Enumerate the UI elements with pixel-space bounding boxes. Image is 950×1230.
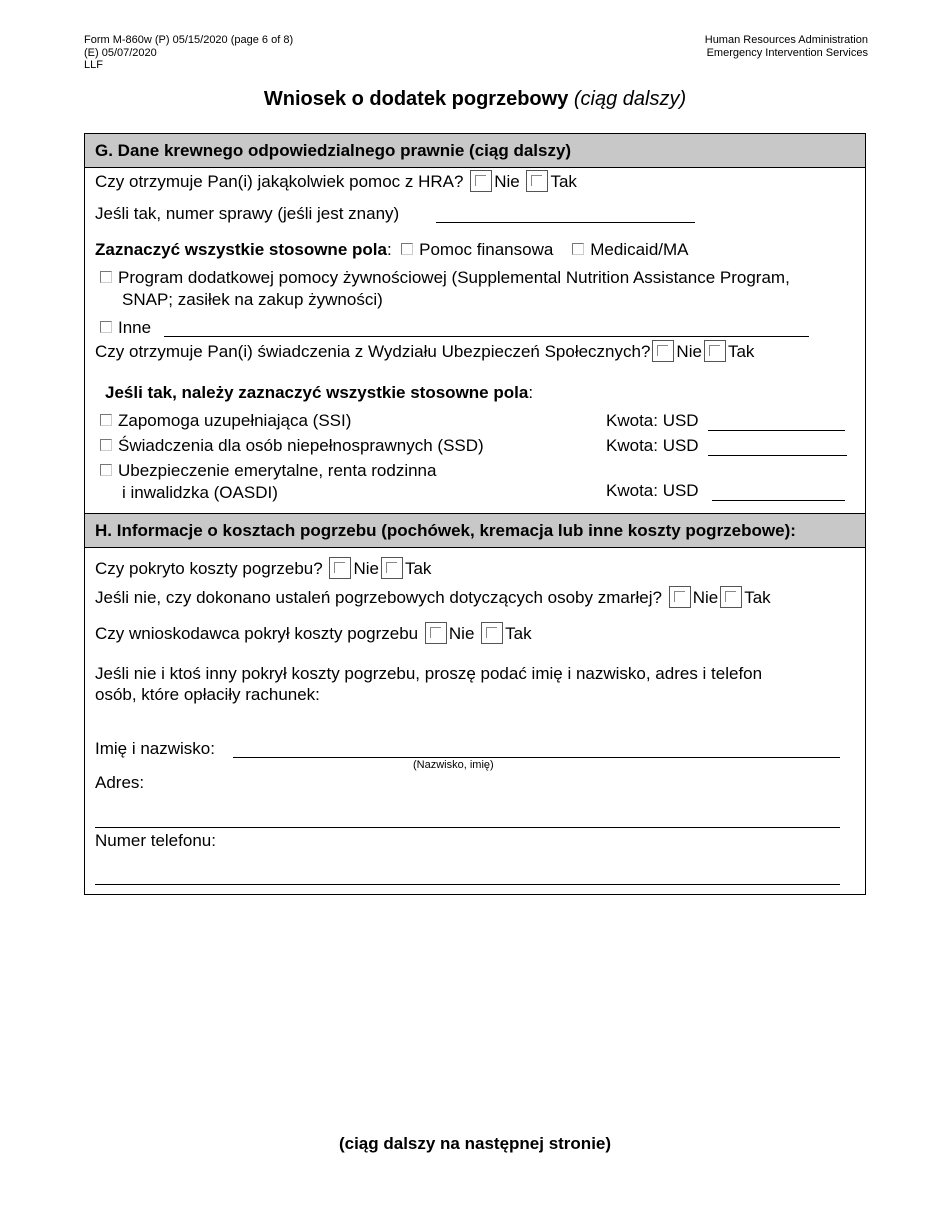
payer-name-field[interactable]	[233, 757, 840, 758]
funeral-covered-no-label: Nie	[353, 559, 379, 578]
payer-phone-label: Numer telefonu:	[95, 831, 216, 850]
ssa-no-checkbox[interactable]	[652, 340, 674, 362]
ssd-row	[100, 436, 484, 456]
ssa-yes-checkbox[interactable]	[704, 340, 726, 362]
ssa-yes-label: Tak	[727, 342, 755, 361]
agency-division: Emergency Intervention Services	[706, 46, 868, 59]
applicant-paid-yes-label: Tak	[505, 624, 532, 643]
section-h-heading: H. Informacje o kosztach pogrzebu (pochówek, kremacja lub inne koszty pogrzebowe):	[84, 513, 866, 548]
other-row	[100, 318, 151, 338]
colon: :	[528, 383, 534, 402]
financial-assistance-checkbox[interactable]	[401, 243, 413, 255]
payer-instructions-line2: osób, które opłaciły rachunek:	[95, 685, 320, 704]
page-title-main: Wniosek o dodatek pogrzebowy	[263, 88, 569, 110]
continued-footer: (ciąg dalszy na następnej stronie)	[338, 1134, 612, 1153]
ssd-checkbox[interactable]	[100, 439, 112, 451]
ssa-question: Czy otrzymuje Pan(i) świadczenia z Wydziału Ubezpieczeń Społecznych?	[95, 342, 651, 361]
funeral-covered-row	[95, 557, 431, 579]
funeral-covered-question: Czy pokryto koszty pogrzebu?	[95, 559, 323, 578]
applicant-paid-yes-checkbox[interactable]	[481, 622, 503, 644]
ssi-label: Zapomoga uzupełniająca (SSI)	[118, 411, 352, 430]
colon: :	[386, 240, 392, 259]
payer-instructions-line1: Jeśli nie i ktoś inny pokrył koszty pogrzebu, proszę podać imię i nazwisko, adres i telefon	[95, 664, 763, 683]
funeral-covered-no-checkbox[interactable]	[329, 557, 351, 579]
medicaid-checkbox[interactable]	[572, 243, 584, 255]
payer-name-hint: (Nazwisko, imię)	[413, 759, 494, 771]
snap-label-line1: Program dodatkowej pomocy żywnościowej (Supplemental Nutrition Assistance Program,	[118, 268, 790, 287]
arrangements-yes-checkbox[interactable]	[720, 586, 742, 608]
hra-yes-checkbox[interactable]	[526, 170, 548, 192]
financial-assistance-label: Pomoc finansowa	[419, 240, 554, 259]
ssd-label: Świadczenia dla osób niepełnosprawnych (SSD)	[118, 436, 484, 455]
oasdi-row	[100, 461, 436, 481]
oasdi-amount-label: Kwota: USD	[606, 481, 699, 500]
ssa-no-label: Nie	[676, 342, 702, 361]
form-number: Form M-860w (P) 05/15/2020 (page 6 of 8)	[84, 34, 294, 46]
hra-yes-label: Tak	[550, 172, 577, 191]
applicant-paid-no-label: Nie	[448, 624, 475, 643]
form-language-code: LLF	[84, 59, 103, 71]
arrangements-row	[95, 586, 771, 608]
hra-question: Czy otrzymuje Pan(i) jakąkolwiek pomoc z HRA?	[95, 172, 464, 191]
ssi-row	[100, 411, 351, 431]
ssa-question-row	[95, 340, 754, 362]
applicant-paid-no-checkbox[interactable]	[425, 622, 447, 644]
hra-no-label: Nie	[494, 172, 520, 191]
payer-address-field[interactable]	[95, 827, 840, 828]
ssd-amount-label: Kwota: USD	[606, 436, 699, 455]
hra-question-row	[95, 170, 577, 192]
ssi-amount-field[interactable]	[708, 430, 845, 431]
form-id-block	[84, 34, 293, 72]
agency-block	[705, 34, 868, 59]
arrangements-no-label: Nie	[692, 588, 719, 607]
oasdi-label-line1: Ubezpieczenie emerytalne, renta rodzinna	[118, 461, 437, 480]
assistance-types-row	[95, 240, 689, 260]
funeral-covered-yes-label: Tak	[404, 559, 432, 578]
case-number-field[interactable]	[436, 222, 695, 223]
payer-address-label: Adres:	[95, 773, 145, 792]
other-label: Inne	[118, 318, 152, 337]
benefits-instruction-row	[105, 383, 533, 403]
funeral-covered-yes-checkbox[interactable]	[381, 557, 403, 579]
oasdi-label-line2: i inwalidzka (OASDI)	[122, 483, 278, 502]
snap-label-line2: SNAP; zasiłek na zakup żywności)	[122, 290, 383, 309]
oasdi-checkbox[interactable]	[100, 464, 112, 476]
page-title-suffix: (ciąg dalszy)	[573, 88, 687, 110]
payer-name-label: Imię i nazwisko:	[95, 739, 215, 758]
section-g-heading: G. Dane krewnego odpowiedzialnego prawnie (ciąg dalszy)	[84, 133, 866, 168]
snap-row	[100, 268, 790, 288]
oasdi-amount-field[interactable]	[712, 500, 845, 501]
arrangements-question: Jeśli nie, czy dokonano ustaleń pogrzebowych dotyczących osoby zmarłej?	[95, 588, 662, 607]
snap-checkbox[interactable]	[100, 271, 112, 283]
form-english-date: (E) 05/07/2020	[84, 46, 157, 59]
other-field[interactable]	[164, 336, 809, 337]
applicant-paid-question: Czy wnioskodawca pokrył koszty pogrzebu	[95, 624, 419, 643]
medicaid-label: Medicaid/MA	[590, 240, 689, 259]
hra-no-checkbox[interactable]	[470, 170, 492, 192]
assistance-types-label: Zaznaczyć wszystkie stosowne pola	[95, 240, 387, 259]
arrangements-yes-label: Tak	[744, 588, 771, 607]
payer-phone-field[interactable]	[95, 884, 840, 885]
benefits-instruction: Jeśli tak, należy zaznaczyć wszystkie stosowne pola	[105, 383, 529, 402]
ssi-amount-label: Kwota: USD	[606, 411, 699, 430]
applicant-paid-row	[95, 622, 532, 644]
page-title	[0, 88, 950, 111]
ssd-amount-field[interactable]	[708, 455, 847, 456]
arrangements-no-checkbox[interactable]	[669, 586, 691, 608]
other-checkbox[interactable]	[100, 321, 112, 333]
ssi-checkbox[interactable]	[100, 414, 112, 426]
case-number-label: Jeśli tak, numer sprawy (jeśli jest znany)	[95, 204, 400, 223]
agency-name: Human Resources Administration	[704, 34, 868, 46]
